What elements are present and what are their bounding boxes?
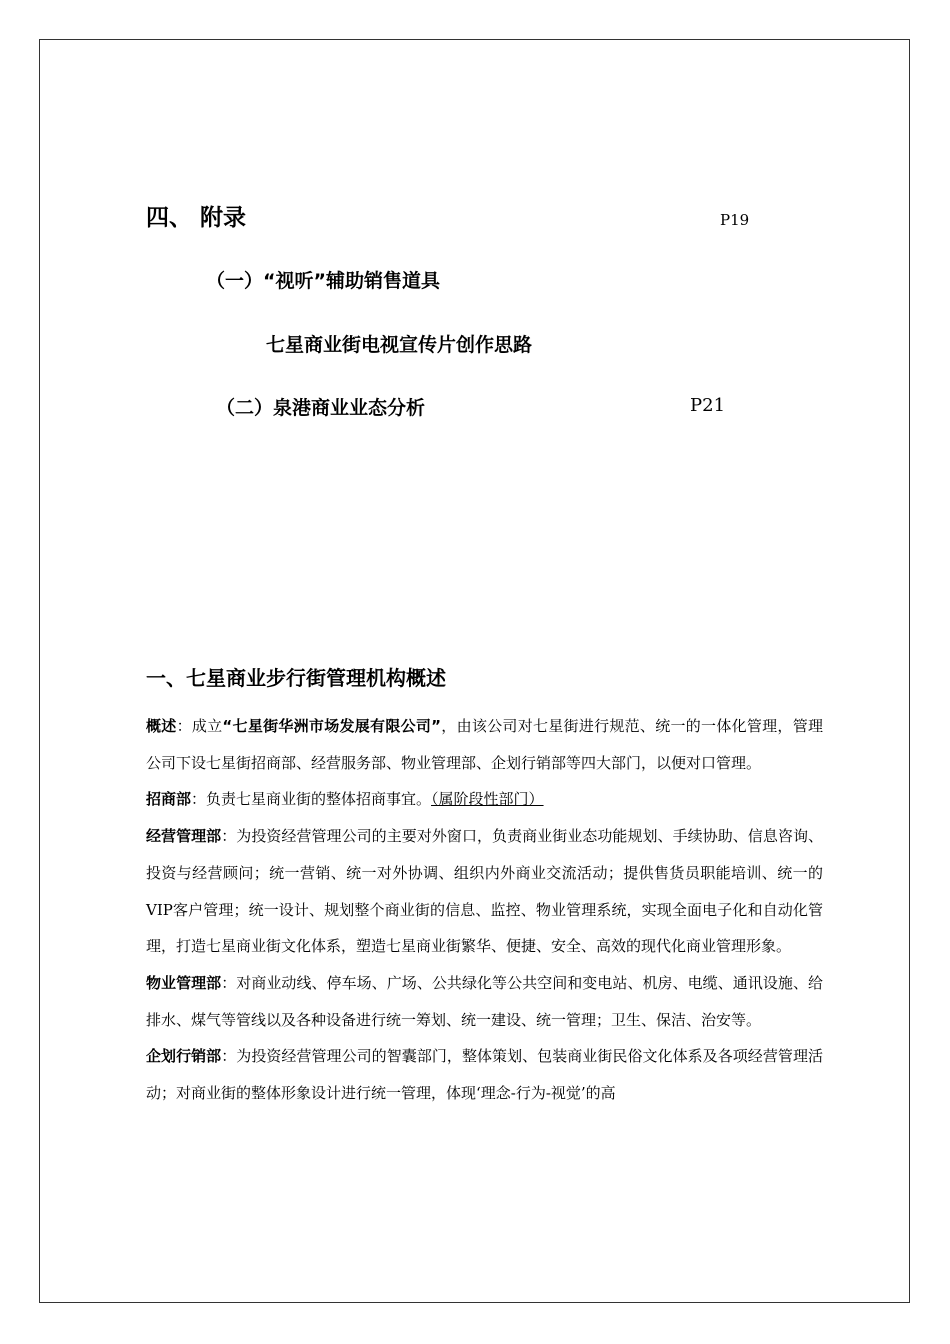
paragraph-label: 企划行销部 <box>146 1047 222 1066</box>
paragraph-label: 经营管理部 <box>146 827 222 846</box>
paragraph-label: 招商部 <box>146 790 192 809</box>
toc-subheading-business-analysis: （二）泉港商业业态分析 <box>216 397 426 419</box>
paragraph-property <box>146 965 823 1038</box>
company-name: “七星街华洲市场发展有限公司” <box>222 717 442 735</box>
section-title: 一、七星商业步行街管理机构概述 <box>146 666 446 690</box>
paragraph-text: ：对商业动线、停车场、广场、公共绿化等公共空间和变电站、机房、电缆、通讯设施、给排水、煤气等管线以及各种设备进行统一筹划、统一建设、统一管理；卫生、保洁、治安等。 <box>146 973 823 1029</box>
toc-page-number-business-analysis: P21 <box>690 395 726 416</box>
paragraph-note: （属阶段性部门） <box>431 790 544 809</box>
paragraph-label: 物业管理部 <box>146 973 222 992</box>
toc-heading-appendix: 四、 附录 <box>146 205 247 231</box>
paragraph-overview <box>146 708 823 781</box>
paragraph-label: 概述 <box>146 717 177 735</box>
paragraph-text: ，由该公司对七星街进行规范、统一的一体化管理，管理公司下设七星街招商部、经营服务部、物业管理部、企划行销部等四大部门，以便对口管理。 <box>146 717 823 772</box>
paragraph-recruit <box>146 781 823 818</box>
paragraph-text: ：成立 <box>176 717 223 735</box>
toc-subheading-audiovisual: （一）“视听”辅助销售道具 <box>206 270 440 292</box>
paragraph-operations <box>146 818 823 965</box>
paragraph-marketing <box>146 1038 823 1111</box>
toc-page-number-appendix: P19 <box>720 211 750 229</box>
toc-item-tv-promo: 七星商业街电视宣传片创作思路 <box>266 334 533 356</box>
body-text <box>146 708 823 1112</box>
paragraph-text: ：为投资经营管理公司的主要对外窗口，负责商业街业态功能规划、手续协助、信息咨询、投资与经营顾问；统一营销、统一对外协调、组织内外商业交流活动；提供售货员职能培训、统一的VIP客户管理；统一设计、规划整个商业街的信息、监控、物业管理系统，实现全面电子化和自动化管理，打造七星商业街文化体系，塑造七星商业街繁华、便捷、安全、高效的现代化商业管理形象。 <box>146 827 823 956</box>
paragraph-text: ：负责七星商业街的整体招商事宜。 <box>191 790 432 809</box>
paragraph-text: ：为投资经营管理公司的智囊部门，整体策划、包装商业街民俗文化体系及各项经营管理活动；对商业街的整体形象设计进行统一管理，体现‘理念-行为-视觉’的高 <box>146 1047 823 1103</box>
